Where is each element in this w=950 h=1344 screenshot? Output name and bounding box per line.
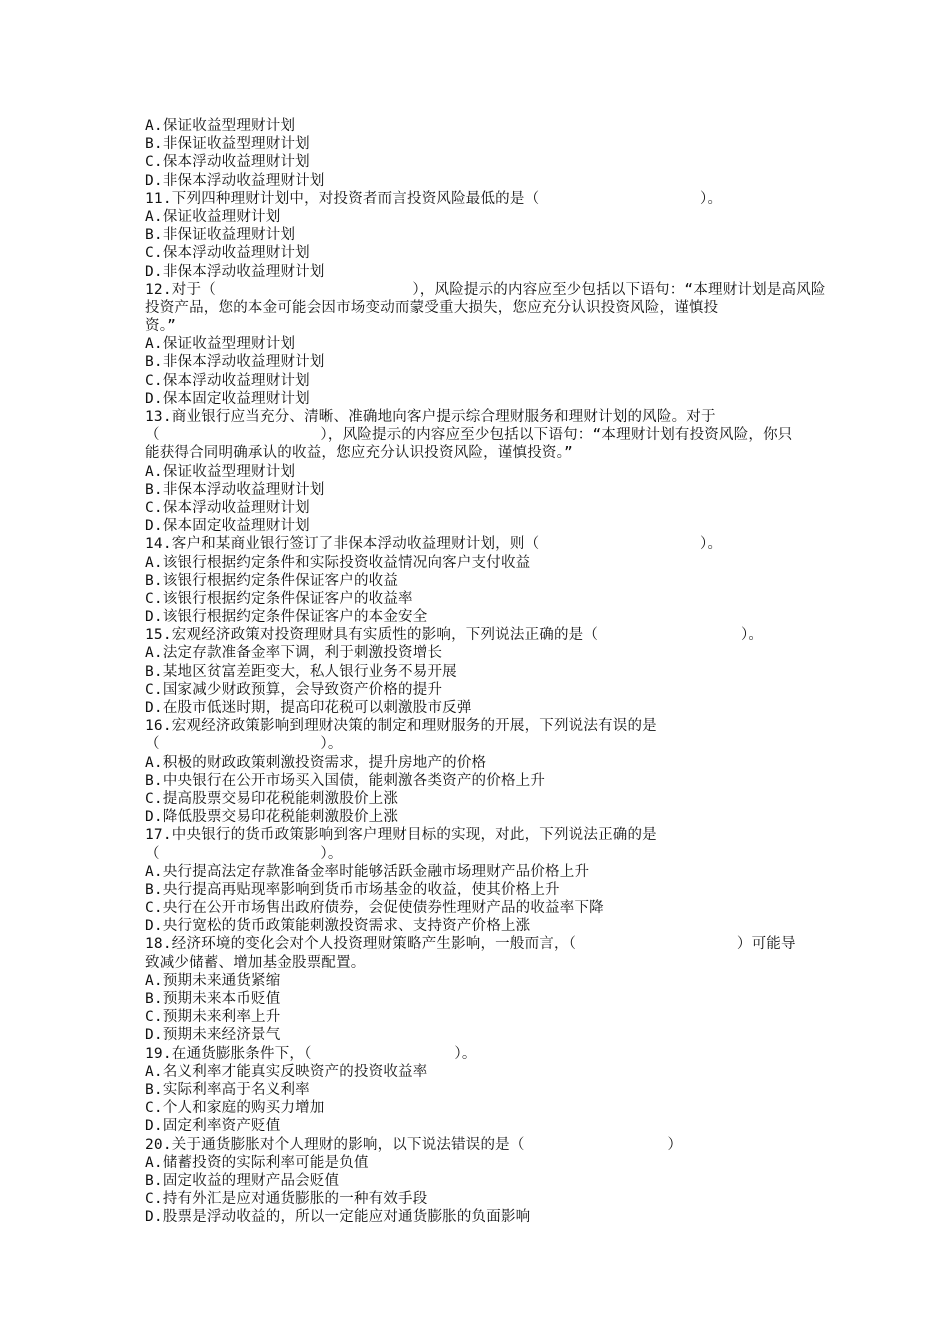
- text-line: D.保本固定收益理财计划: [145, 518, 310, 535]
- text-line: B.非保本浮动收益理财计划: [145, 481, 325, 498]
- text-line: C.央行在公开市场售出政府债券，会促使债券性理财产品的收益率下降: [145, 900, 604, 917]
- text-line: B.非保本浮动收益理财计划: [145, 354, 325, 371]
- text-line: A.预期未来通货紧缩: [145, 972, 281, 989]
- question-12: 12.对于（ ），风险提示的内容应至少包括以下语句：“本理财计划是高风险: [145, 281, 826, 298]
- question-14: 14.客户和某商业银行签订了非保本浮动收益理财计划，则（ ）。: [145, 536, 723, 553]
- text-line: A.法定存款准备金率下调，利于刺激投资增长: [145, 645, 443, 662]
- text-line: B.实际利率高于名义利率: [145, 1081, 310, 1098]
- text-line: B.该银行根据约定条件保证客户的收益: [145, 572, 399, 589]
- text-line: D.央行宽松的货币政策能刺激投资需求、支持资产价格上涨: [145, 918, 531, 935]
- text-line: D.降低股票交易印花税能刺激股价上涨: [145, 809, 399, 826]
- text-line: D.该银行根据约定条件保证客户的本金安全: [145, 609, 428, 626]
- text-line: 资。”: [145, 318, 177, 335]
- question-19: 19.在通货膨胀条件下，（ ）。: [145, 1045, 477, 1062]
- text-line: B.央行提高再贴现率影响到货币市场基金的收益，使其价格上升: [145, 881, 560, 898]
- text-line: C.预期未来利率上升: [145, 1009, 281, 1026]
- text-line: B.某地区贫富差距变大，私人银行业务不易开展: [145, 663, 457, 680]
- text-line: A.保证收益理财计划: [145, 208, 281, 225]
- text-line: C.持有外汇是应对通货膨胀的一种有效手段: [145, 1191, 428, 1208]
- text-line: 投资产品，您的本金可能会因市场变动而蒙受重大损失，您应充分认识投资风险，谨慎投: [145, 299, 719, 316]
- text-line: C.提高股票交易印花税能刺激股价上涨: [145, 790, 399, 807]
- text-line: A.央行提高法定存款准备金率时能够活跃金融市场理财产品价格上升: [145, 863, 590, 880]
- text-line: （ ），风险提示的内容应至少包括以下语句：“本理财计划有投资风险，你只: [145, 427, 793, 444]
- text-line: C.国家减少财政预算，会导致资产价格的提升: [145, 681, 443, 698]
- text-line: （ ）。: [145, 845, 343, 862]
- text-line: B.预期未来本币贬值: [145, 991, 281, 1007]
- question-15: 15.宏观经济政策对投资理财具有实质性的影响，下列说法正确的是（ ）。: [145, 627, 764, 644]
- text-line: D.固定利率资产贬值: [145, 1118, 281, 1135]
- question-13: 13.商业银行应当充分、清晰、准确地向客户提示综合理财服务和理财计划的风险。对于: [145, 409, 716, 425]
- text-line: D.预期未来经济景气: [145, 1027, 281, 1044]
- text-line: 致减少储蓄、增加基金股票配置。: [145, 954, 366, 971]
- text-line: B.固定收益的理财产品会贬值: [145, 1172, 340, 1189]
- text-line: D.非保本浮动收益理财计划: [145, 172, 325, 189]
- text-line: C.保本浮动收益理财计划: [145, 245, 310, 262]
- text-line: B.非保证收益理财计划: [145, 227, 296, 244]
- text-line: A.保证收益型理财计划: [145, 336, 296, 353]
- text-line: B.非保证收益型理财计划: [145, 136, 310, 153]
- question-11: 11.下列四种理财计划中，对投资者而言投资风险最低的是（ ）。: [145, 190, 723, 207]
- text-line: C.该银行根据约定条件保证客户的收益率: [145, 590, 413, 607]
- text-line: A.保证收益型理财计划: [145, 118, 296, 134]
- text-line: A.保证收益型理财计划: [145, 463, 296, 480]
- text-line: C.保本浮动收益理财计划: [145, 372, 310, 389]
- text-line: B.中央银行在公开市场买入国债，能刺激各类资产的价格上升: [145, 772, 546, 789]
- question-20: 20.关于通货膨胀对个人理财的影响，以下说法错误的是（ ）: [145, 1136, 683, 1153]
- text-line: C.保本浮动收益理财计划: [145, 499, 310, 516]
- text-line: D.保本固定收益理财计划: [145, 390, 310, 407]
- text-line: D.在股市低迷时期，提高印花税可以刺激股市反弹: [145, 700, 472, 716]
- text-line: C.保本浮动收益理财计划: [145, 154, 310, 171]
- question-18: 18.经济环境的变化会对个人投资理财策略产生影响，一般而言，（ ）可能导: [145, 936, 796, 953]
- text-line: A.名义利率才能真实反映资产的投资收益率: [145, 1063, 428, 1080]
- question-16: 16.宏观经济政策影响到理财决策的制定和理财服务的开展，下列说法有误的是: [145, 718, 657, 735]
- text-line: C.个人和家庭的购买力增加: [145, 1100, 325, 1117]
- document-page: [145, 117, 825, 1226]
- text-line: （ ）。: [145, 736, 343, 753]
- text-line: A.储蓄投资的实际利率可能是负值: [145, 1154, 369, 1171]
- text-line: A.积极的财政政策刺激投资需求，提升房地产的价格: [145, 754, 487, 771]
- question-17: 17.中央银行的货币政策影响到客户理财目标的实现，对此，下列说法正确的是: [145, 827, 657, 844]
- text-line: 能获得合同明确承认的收益，您应充分认识投资风险，谨慎投资。”: [145, 445, 573, 462]
- text-line: A.该银行根据约定条件和实际投资收益情况向客户支付收益: [145, 554, 531, 571]
- text-line: D.非保本浮动收益理财计划: [145, 263, 325, 280]
- text-line: D.股票是浮动收益的，所以一定能应对通货膨胀的负面影响: [145, 1209, 531, 1226]
